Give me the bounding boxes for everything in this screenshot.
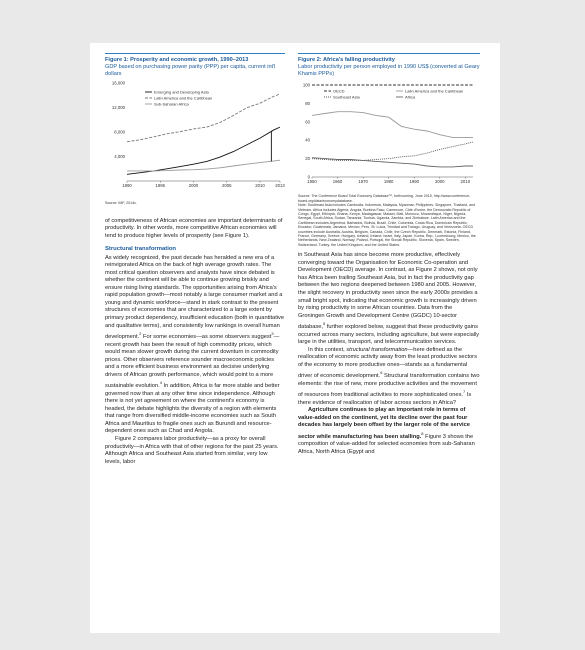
paragraph: of competitiveness of African economies are important determinants of productivity. In other words, more competitive African economies will tend to produce higher levels of prosperity (see Figure 1).	[105, 217, 283, 239]
right-column	[298, 53, 480, 457]
left-column	[105, 53, 285, 466]
footnote-marker: 8	[421, 430, 424, 436]
section-heading: Structural transformation	[105, 246, 177, 253]
legend-label: OECD	[333, 88, 345, 94]
x-tick-label: 2010	[255, 183, 265, 189]
x-tick-label: 1980	[383, 179, 394, 185]
legend-label: Latin America and the Caribbean	[154, 95, 213, 101]
x-tick-label: 2000	[188, 183, 199, 189]
right-body-text	[298, 252, 480, 456]
figure-1-chart	[105, 77, 285, 195]
series-line	[127, 94, 280, 142]
figure-1-source: Source: IMF, 2014c.	[105, 201, 137, 206]
figure-2-title: Figure 2: Africa's falling productivity	[298, 57, 395, 63]
figure-2-rule	[298, 53, 480, 54]
document-page	[90, 43, 500, 633]
series-line	[127, 127, 280, 174]
figure-1-title: Figure 1: Prosperity and economic growth, 1990–2013	[105, 57, 249, 63]
series-line	[312, 142, 473, 160]
y-tick-label: 12,000	[111, 105, 125, 111]
footnote-marker: 3	[271, 331, 274, 337]
y-tick-label: 100	[302, 82, 310, 88]
left-body-text	[105, 218, 285, 466]
x-tick-label: 1950	[307, 179, 317, 185]
legend-label: Southeast Asia	[333, 94, 360, 100]
x-tick-label: 2010	[460, 179, 471, 185]
figure-1-subtitle: GDP based on purchasing power parity (PPP) per capita, current int'l dollars	[105, 63, 276, 77]
x-tick-label: 1995	[155, 183, 166, 189]
x-tick-label: 2005	[222, 183, 232, 189]
figure-2-source: Source: The Conference Board Total Economy Database™, forthcoming, June 2015, http://www.conference-board.org/data/economydatabase.	[298, 194, 471, 203]
paragraph: In this context, structural transformation—here defined as the reallocation of economic activity away from the least productive sectors of the economy to more productive ones—stands as a fundamental driver of economic development.$^6$ Structural transformation contains two elements: the rise of new, more productive activities and the movement of resources from traditional activities to more sophisticated ones.$^7$ Is there evidence of reallocation of labor across sectors in Africa?	[298, 346, 480, 406]
emphasis: structural transformation	[346, 346, 408, 353]
paragraph: As widely recognized, the past decade has heralded a new era of a reinvigorated Africa on the back of high average growth rates. The most critical question observers and analysts have since debated is whether the continent will be able to continue growing briskly and ensure rising living standards. The opportunities arising from Africa's rapid population growth—most notably a large consumer market and a young and dynamic workforce—stand in stark contrast to the present structures of economies that are characterized to a large extent by primary product dependency, insufficient education (both in quantitative and qualitative terms), and consistently low rankings in overall human development.$^2$ For some economies—as some observers suggest$^3$—recent growth has been the result of high commodity prices, which would mean slower growth during the current downturn in commodity prices. Other observers reference sounder macroeconomic policies and a more efficient business environment as decisive underlying drivers of African growth performance, which would point to a more sustainable evolution.$^4$ In addition, Africa is far more stable and better governed now than at any other time since independence. Although there is not yet agreement on where the continent's economy is headed, the debate highlights the diversity of a region with elements that range from diversified middle-income economies such as South Africa and Mauritius to fragile ones such as Burundi and resource-dependent ones such as Chad and Angola.	[105, 254, 285, 435]
footnote-marker: 5	[322, 321, 326, 327]
paragraph: Agriculture continues to play an important role in terms of value-added on the continent, yet its decline over the past four decades has largely been offset by the larger role of the service sector while manufacturing has been stalling.$^8$ Figure 3 shows the composition of value-added for selected economies from sub-Saharan Africa, North Africa (Egypt and	[298, 407, 475, 455]
legend-label: Emerging and Developing Asia	[154, 89, 209, 95]
figure-2-chart	[298, 77, 480, 189]
y-tick-label: 20	[305, 156, 310, 162]
figure-1-rule	[105, 53, 285, 54]
y-tick-label: 16,000	[111, 80, 125, 86]
footnote-marker: 7	[463, 389, 466, 395]
x-tick-label: 1970	[358, 179, 368, 185]
x-tick-label: 1960	[332, 179, 343, 185]
y-tick-label: 0	[307, 174, 310, 180]
y-tick-label: 40	[305, 138, 310, 144]
y-tick-label: 8,000	[114, 129, 125, 135]
footnote-marker: 4	[159, 380, 162, 386]
paragraph: Figure 2 compares labor productivity—as a proxy for overall productivity—in Africa with that of other regions for the past 25 years. Although Africa and Southeast Asia started from similar, very low levels, labor	[105, 436, 279, 465]
x-tick-label: 1990	[122, 183, 132, 189]
figure-2-subtitle: Labor productivity per person employed in 1990 US$ (converted at Geary Khamis PPPs)	[298, 63, 480, 77]
series-line	[312, 112, 473, 138]
legend-label: Africa	[405, 94, 416, 100]
y-tick-label: 80	[305, 101, 310, 107]
x-tick-label: 2013	[275, 183, 285, 189]
x-tick-label: 2000	[434, 179, 445, 185]
legend-label: Latin America and the Caribbean	[405, 88, 464, 94]
paragraph: in Southeast Asia has since become more productive, effectively converging toward the Organisation for Economic Co-operation and Development (OECD) average. In contrast, as Figure 2 shows, not only has Africa been trailing Southeast Asia, but in fact the productivity gap between the two regions deepened between 1980 and 2005. However, the slight recovery in productivity seen since the early 2000s provides a small bright spot, indicating that economic growth is increasingly driven by rising productivity in some African countries. Data from the Groningen Growth and Development Centre (GGDC) 10-sector database,$^5$ further explored below, suggest that these productivity gains occurred across many sectors, including agriculture, but were especially large in the utilities, transport, and telecommunication services.	[298, 252, 480, 346]
footnote-marker: 6	[380, 370, 383, 376]
legend-label: Sub-Saharan Africa	[154, 101, 189, 107]
footnote-marker: 2	[139, 331, 142, 337]
y-tick-label: 4,000	[114, 154, 125, 160]
figure-2-note: Note: Southeast Asia includes Cambodia, Indonesia, Malaysia, Myanmar, Philippines, Singapore, Thailand, and Vietnam. Africa includes Algeria, Angola, Burkina Faso, Cameroon, Côte d'Ivoire, the Democratic Republic of Congo, Egypt, Ethiopia, Ghana, Kenya, Madagascar, Malawi, Mali, Morocco, Mozambique, Niger, Nigeria, Senegal, South Africa, Sudan, Tanzania, Tunisia, Uganda, Zambia, and Zimbabwe. Latin America and the Caribbean includes Argentina, Barbados, Bolivia, Brazil, Chile, Colombia, Costa Rica, Dominican Republic, Ecuador, Guatemala, Jamaica, Mexico, Peru, St. Lucia, Trinidad and Tobago, Uruguay, and Venezuela. OECD countries include Australia, Austria, Belgium, Canada, Chile, the Czech Republic, Denmark, Estonia, Finland, France, Germany, Greece, Hungary, Iceland, Ireland, Israel, Italy, Japan, Korea, Rep., Luxembourg, Mexico, the Netherlands, New Zealand, Norway, Poland, Portugal, the Slovak Republic, Slovenia, Spain, Sweden, Switzerland, Turkey, the United Kingdom, and the United States.	[298, 203, 476, 247]
x-tick-label: 1990	[409, 179, 420, 185]
y-tick-label: 60	[305, 119, 310, 125]
series-line	[312, 158, 473, 167]
